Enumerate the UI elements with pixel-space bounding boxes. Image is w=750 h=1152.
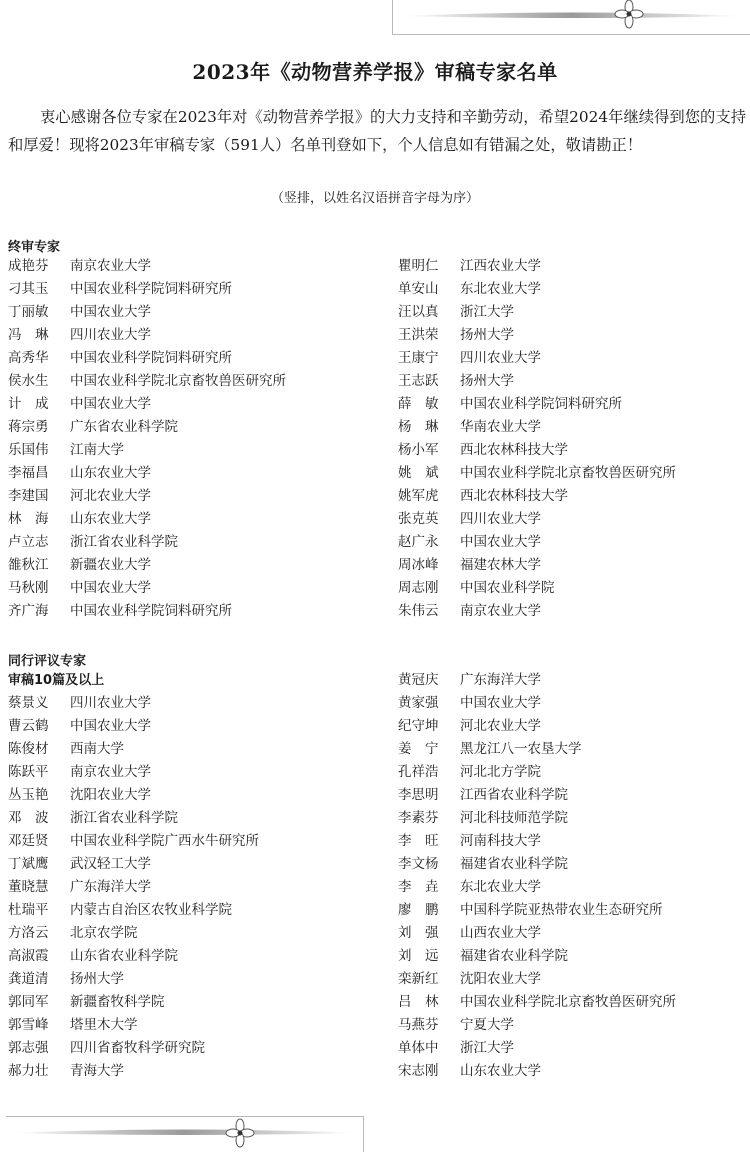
expert-affiliation: 扬州大学 — [70, 971, 124, 987]
expert-affiliation: 中国农业大学 — [70, 304, 151, 320]
expert-name: 齐广海 — [8, 603, 49, 619]
expert-affiliation: 山西农业大学 — [460, 925, 541, 941]
expert-name: 雒秋江 — [8, 557, 49, 573]
expert-row — [398, 278, 676, 301]
expert-row — [8, 1060, 259, 1083]
expert-row — [8, 439, 286, 462]
expert-name: 邓 波 — [8, 810, 49, 826]
expert-affiliation: 北京农学院 — [70, 925, 138, 941]
expert-name: 姚军虎 — [398, 488, 439, 504]
expert-affiliation: 沈阳农业大学 — [460, 971, 541, 987]
expert-name: 丛玉艳 — [8, 787, 49, 803]
expert-affiliation: 中国农业科学院北京畜牧兽医研究所 — [460, 994, 676, 1010]
expert-name: 李文杨 — [398, 856, 439, 872]
final-review-heading: 终审专家 — [8, 240, 61, 255]
expert-affiliation: 河北农业大学 — [460, 718, 541, 734]
expert-row — [398, 807, 676, 830]
expert-affiliation: 中国农业大学 — [70, 718, 151, 734]
expert-row — [398, 416, 676, 439]
expert-affiliation: 广东海洋大学 — [70, 879, 151, 895]
expert-affiliation: 四川农业大学 — [460, 511, 541, 527]
header-ornament — [392, 0, 750, 35]
expert-name: 杨小军 — [398, 442, 439, 458]
expert-row — [398, 669, 676, 692]
expert-affiliation: 河北北方学院 — [460, 764, 541, 780]
expert-name: 刁其玉 — [8, 281, 49, 297]
expert-name: 郭志强 — [8, 1040, 49, 1056]
expert-affiliation: 东北农业大学 — [460, 879, 541, 895]
expert-affiliation: 山东农业大学 — [70, 465, 151, 481]
expert-name: 孔祥浩 — [398, 764, 439, 780]
expert-name: 乐国伟 — [8, 442, 49, 458]
expert-affiliation: 广东省农业科学院 — [70, 419, 178, 435]
expert-name: 郝力壮 — [8, 1063, 49, 1079]
expert-affiliation: 中国农业大学 — [70, 580, 151, 596]
expert-row — [398, 784, 676, 807]
expert-row — [398, 876, 676, 899]
expert-affiliation: 浙江大学 — [460, 304, 514, 320]
expert-name: 王志跃 — [398, 373, 439, 389]
expert-affiliation: 广东海洋大学 — [460, 672, 541, 688]
expert-row — [8, 508, 286, 531]
expert-affiliation: 四川农业大学 — [460, 350, 541, 366]
expert-affiliation: 南京农业大学 — [460, 603, 541, 619]
expert-affiliation: 中国农业科学院北京畜牧兽医研究所 — [460, 465, 676, 481]
expert-name: 陈跃平 — [8, 764, 49, 780]
expert-name: 黄冠庆 — [398, 672, 439, 688]
expert-row — [398, 738, 676, 761]
expert-row — [398, 692, 676, 715]
expert-name: 刘 强 — [398, 925, 439, 941]
expert-affiliation: 南京农业大学 — [70, 258, 151, 274]
expert-row — [8, 278, 286, 301]
expert-row — [8, 531, 286, 554]
expert-name: 李素芬 — [398, 810, 439, 826]
expert-name: 高秀华 — [8, 350, 49, 366]
expert-name: 方洛云 — [8, 925, 49, 941]
expert-name: 成艳芬 — [8, 258, 49, 274]
expert-affiliation: 黑龙江八一农垦大学 — [460, 741, 582, 757]
expert-affiliation: 江西省农业科学院 — [460, 787, 568, 803]
expert-row — [8, 416, 286, 439]
expert-affiliation: 浙江大学 — [460, 1040, 514, 1056]
expert-name: 李福昌 — [8, 465, 49, 481]
expert-name: 薛 敏 — [398, 396, 439, 412]
expert-row — [8, 784, 259, 807]
expert-row — [398, 761, 676, 784]
expert-row — [398, 968, 676, 991]
expert-affiliation: 新疆农业大学 — [70, 557, 151, 573]
expert-affiliation: 中国农业科学院饲料研究所 — [70, 350, 232, 366]
expert-row — [8, 738, 259, 761]
expert-row — [398, 324, 676, 347]
expert-affiliation: 福建省农业科学院 — [460, 856, 568, 872]
expert-name: 邓廷贤 — [8, 833, 49, 849]
expert-name: 杜瑞平 — [8, 902, 49, 918]
expert-name: 栾新红 — [398, 971, 439, 987]
expert-affiliation: 华南农业大学 — [460, 419, 541, 435]
expert-name: 汪以真 — [398, 304, 439, 320]
expert-affiliation: 中国农业大学 — [70, 396, 151, 412]
expert-affiliation: 中国农业大学 — [460, 695, 541, 711]
expert-name: 李 垚 — [398, 879, 439, 895]
expert-row — [8, 968, 259, 991]
expert-row — [8, 899, 259, 922]
expert-name: 吕 林 — [398, 994, 439, 1010]
expert-affiliation: 宁夏大学 — [460, 1017, 514, 1033]
peer-review-right-list — [398, 669, 676, 1083]
expert-name: 陈俊材 — [8, 741, 49, 757]
expert-name: 单体中 — [398, 1040, 439, 1056]
expert-row — [8, 807, 259, 830]
expert-row — [398, 255, 676, 278]
expert-name: 郭雪峰 — [8, 1017, 49, 1033]
expert-row — [8, 324, 286, 347]
expert-affiliation: 山东省农业科学院 — [70, 948, 178, 964]
expert-name: 马燕芬 — [398, 1017, 439, 1033]
expert-affiliation: 武汉轻工大学 — [70, 856, 151, 872]
peer-review-heading: 同行评议专家 — [8, 654, 87, 669]
expert-affiliation: 浙江省农业科学院 — [70, 810, 178, 826]
expert-affiliation: 四川省畜牧科学研究院 — [70, 1040, 205, 1056]
expert-affiliation: 西北农林科技大学 — [460, 442, 568, 458]
expert-name: 姚 斌 — [398, 465, 439, 481]
expert-name: 董晓慧 — [8, 879, 49, 895]
expert-affiliation: 江南大学 — [70, 442, 124, 458]
expert-name: 丁斌鹰 — [8, 856, 49, 872]
expert-row — [398, 1060, 676, 1083]
expert-row — [398, 577, 676, 600]
expert-row — [398, 393, 676, 416]
expert-row — [398, 600, 676, 623]
expert-affiliation: 河北农业大学 — [70, 488, 151, 504]
expert-name: 廖 鹏 — [398, 902, 439, 918]
expert-affiliation: 内蒙古自治区农牧业科学院 — [70, 902, 232, 918]
expert-row — [398, 853, 676, 876]
expert-row — [398, 485, 676, 508]
expert-row — [398, 1037, 676, 1060]
expert-row — [398, 462, 676, 485]
expert-affiliation: 塔里木大学 — [70, 1017, 138, 1033]
expert-name: 赵广永 — [398, 534, 439, 550]
expert-affiliation: 四川农业大学 — [70, 695, 151, 711]
expert-row — [8, 347, 286, 370]
expert-affiliation: 扬州大学 — [460, 327, 514, 343]
expert-affiliation: 中国农业科学院 — [460, 580, 555, 596]
expert-name: 计 成 — [8, 396, 49, 412]
expert-name: 蔡景义 — [8, 695, 49, 711]
expert-name: 丁丽敏 — [8, 304, 49, 320]
expert-name: 郭同军 — [8, 994, 49, 1010]
expert-name: 李 旺 — [398, 833, 439, 849]
expert-name: 王康宁 — [398, 350, 439, 366]
expert-row — [8, 370, 286, 393]
expert-name: 姜 宁 — [398, 741, 439, 757]
expert-affiliation: 四川农业大学 — [70, 327, 151, 343]
expert-row — [8, 600, 286, 623]
expert-name: 周志刚 — [398, 580, 439, 596]
expert-name: 蒋宗勇 — [8, 419, 49, 435]
expert-row — [8, 1014, 259, 1037]
page-title: 2023年《动物营养学报》审稿专家名单 — [192, 60, 558, 84]
expert-row — [8, 991, 259, 1014]
expert-name: 曹云鹤 — [8, 718, 49, 734]
expert-name: 黄家强 — [398, 695, 439, 711]
expert-name: 周冰峰 — [398, 557, 439, 573]
expert-affiliation: 西南大学 — [70, 741, 124, 757]
expert-affiliation: 中国农业大学 — [460, 534, 541, 550]
expert-affiliation: 山东农业大学 — [70, 511, 151, 527]
expert-affiliation: 中国农业科学院饲料研究所 — [70, 603, 232, 619]
flower-icon — [226, 1119, 254, 1147]
expert-affiliation: 福建省农业科学院 — [460, 948, 568, 964]
expert-affiliation: 扬州大学 — [460, 373, 514, 389]
expert-row — [8, 577, 286, 600]
expert-name: 单安山 — [398, 281, 439, 297]
expert-row — [8, 945, 259, 968]
expert-affiliation: 东北农业大学 — [460, 281, 541, 297]
expert-name: 瞿明仁 — [398, 258, 439, 274]
flower-icon — [615, 0, 643, 28]
expert-row — [8, 830, 259, 853]
expert-row — [8, 922, 259, 945]
expert-row — [8, 393, 286, 416]
expert-name: 林 海 — [8, 511, 49, 527]
expert-row — [8, 876, 259, 899]
expert-name: 刘 远 — [398, 948, 439, 964]
expert-row — [8, 255, 286, 278]
expert-affiliation: 福建农林大学 — [460, 557, 541, 573]
expert-affiliation: 中国农业科学院北京畜牧兽医研究所 — [70, 373, 286, 389]
intro-paragraph: 衷心感谢各位专家在2023年对《动物营养学报》的大力支持和辛勤劳动，希望2024年继续得到您的支持和厚爱！现将2023年审稿专家（591人）名单刊登如下，个人信息如有错漏之处，敬请勘正！ — [8, 108, 746, 154]
expert-name: 侯水生 — [8, 373, 49, 389]
expert-row — [398, 439, 676, 462]
expert-row — [398, 830, 676, 853]
expert-row — [398, 508, 676, 531]
expert-name: 李建国 — [8, 488, 49, 504]
expert-row — [8, 761, 259, 784]
expert-affiliation: 中国农业科学院广西水牛研究所 — [70, 833, 259, 849]
expert-affiliation: 新疆畜牧科学院 — [70, 994, 165, 1010]
expert-affiliation: 中国农业科学院饲料研究所 — [460, 396, 622, 412]
peer-review-subheading: 审稿10篇及以上 — [8, 673, 105, 688]
expert-row — [8, 301, 286, 324]
expert-row — [8, 1037, 259, 1060]
expert-affiliation: 江西农业大学 — [460, 258, 541, 274]
expert-row — [398, 531, 676, 554]
footer-ornament — [6, 1116, 364, 1152]
expert-affiliation: 沈阳农业大学 — [70, 787, 151, 803]
expert-name: 纪守坤 — [398, 718, 439, 734]
expert-name: 王洪荣 — [398, 327, 439, 343]
expert-affiliation: 中国科学院亚热带农业生态研究所 — [460, 902, 663, 918]
expert-row — [398, 922, 676, 945]
expert-row — [8, 853, 259, 876]
expert-affiliation: 青海大学 — [70, 1063, 124, 1079]
peer-review-left-list — [8, 669, 259, 1083]
expert-row — [8, 462, 286, 485]
expert-name: 杨 琳 — [398, 419, 439, 435]
expert-row — [398, 991, 676, 1014]
final-review-left-list — [8, 255, 286, 623]
expert-row — [398, 899, 676, 922]
expert-row — [398, 370, 676, 393]
expert-name: 马秋刚 — [8, 580, 49, 596]
expert-affiliation: 河北科技师范学院 — [460, 810, 568, 826]
expert-affiliation: 中国农业科学院饲料研究所 — [70, 281, 232, 297]
expert-row — [398, 715, 676, 738]
expert-affiliation: 西北农林科技大学 — [460, 488, 568, 504]
expert-row — [398, 945, 676, 968]
expert-affiliation: 河南科技大学 — [460, 833, 541, 849]
expert-name: 朱伟云 — [398, 603, 439, 619]
expert-name: 卢立志 — [8, 534, 49, 550]
expert-affiliation: 南京农业大学 — [70, 764, 151, 780]
expert-name: 龚道清 — [8, 971, 49, 987]
expert-name: 冯 琳 — [8, 327, 49, 343]
expert-row — [398, 347, 676, 370]
expert-affiliation: 山东农业大学 — [460, 1063, 541, 1079]
expert-row — [398, 301, 676, 324]
expert-row — [8, 554, 286, 577]
expert-row — [8, 692, 259, 715]
final-review-right-list — [398, 255, 676, 623]
sort-note: （竖排，以姓名汉语拼音字母为序） — [270, 191, 479, 206]
expert-row — [398, 554, 676, 577]
expert-name: 高淑霞 — [8, 948, 49, 964]
expert-name: 张克英 — [398, 511, 439, 527]
expert-name: 李思明 — [398, 787, 439, 803]
expert-affiliation: 浙江省农业科学院 — [70, 534, 178, 550]
expert-name: 宋志刚 — [398, 1063, 439, 1079]
expert-row — [8, 715, 259, 738]
expert-row — [8, 485, 286, 508]
expert-row — [398, 1014, 676, 1037]
